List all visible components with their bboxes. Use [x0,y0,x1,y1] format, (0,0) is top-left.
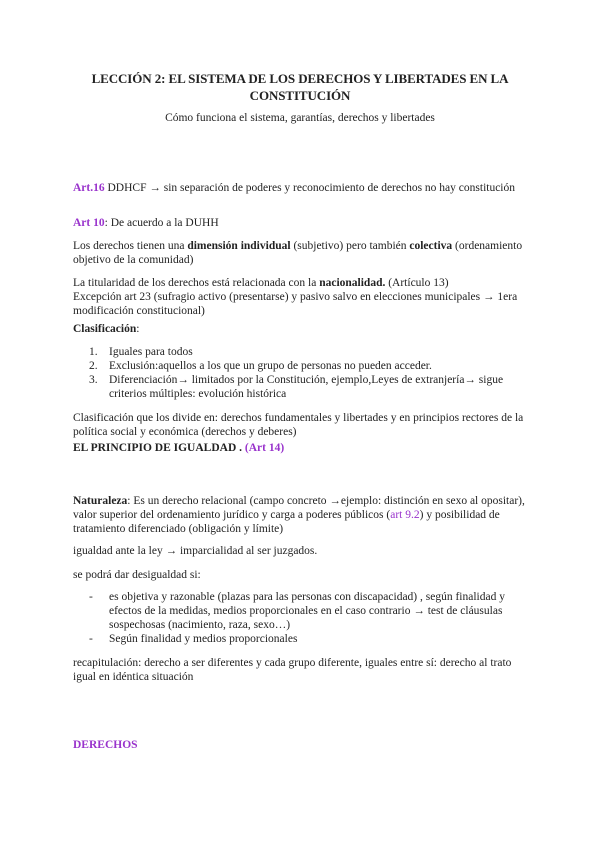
naturaleza-ref: art 9.2 [390,509,420,521]
titularidad-line-2: Excepción art 23 (sufragio activo (presentarse) y pasivo salvo en elecciones municipales → 1era modificación constitucional) [73,291,518,317]
clasificacion-label-text: Clasificación [73,323,137,335]
art16-text: DDHCF → sin separación de poderes y reconocimiento de derechos no hay constitución [104,182,516,194]
dimension-text-3: (ordenamiento objetivo de la comunidad) [73,240,523,266]
list-item-text: Diferenciación→ limitados por la Constitución, ejemplo,Leyes de extranjería→ sigue criterios múltiples: evolución histórica [109,374,504,400]
list-item [73,632,533,646]
paragraph-titularidad [73,276,533,318]
dimension-text-2: (subjetivo) pero también [290,240,410,252]
clasificacion-colon: : [136,323,140,335]
paragraph-art16 [73,181,533,195]
dimension-bold-individual: dimensión individual [187,240,291,252]
titularidad-text-1: La titularidad de los derechos está relacionada con la [73,277,320,289]
section-heading-derechos: DERECHOS [73,739,138,751]
titularidad-text-2: (Artículo 13) [385,277,449,289]
art10-ref: Art 10 [73,217,105,229]
paragraph-clasificacion-summary: Clasificación que los divide en: derechos fundamentales y libertades y en principios rectores de la política social y económica (derechos y deberes) [73,412,524,438]
naturaleza-label: Naturaleza [73,495,128,507]
igualdad-heading-ref: (Art 14) [244,442,285,454]
paragraph-recap: recapitulación: derecho a ser diferentes y cada grupo diferente, iguales entre sí: derecho al trato igual en idéntica situación [73,657,512,683]
art16-ref: Art.16 [73,182,105,194]
naturaleza-text-2: ) y posibilidad de tratamiento diferenciado (obligación y límite) [73,509,500,535]
igualdad-heading-text: EL PRINCIPIO DE IGUALDAD . [73,442,245,454]
naturaleza-text-1: : Es un derecho relacional (campo concreto →ejemplo: distinción en sexo al opositar), valor superior del ordenamiento jurídico y carga a poderes públicos ( [73,495,525,521]
page-subtitle: Cómo funciona el sistema, garantías, derechos y libertades [165,112,435,124]
list-item-text: Exclusión:aquellos a los que un grupo de personas no pueden acceder. [109,360,432,372]
list-marker: 1. [89,346,98,358]
list-item [73,359,533,373]
paragraph-art10 [73,216,533,230]
clasificacion-label [73,322,533,336]
list-item [73,590,533,632]
paragraph-naturaleza [73,494,533,536]
paragraph-ante-ley: igualdad ante la ley → imparcialidad al ser juzgados. [73,545,318,557]
paragraph-dimension [73,239,533,267]
desigualdad-list [73,590,533,646]
clasificacion-list [73,345,533,401]
titularidad-bold-nacionalidad: nacionalidad. [319,277,386,289]
list-marker: 2. [89,360,98,372]
list-item [73,345,533,359]
list-marker: - [89,591,93,603]
list-item [73,373,533,401]
dimension-text-1: Los derechos tienen una [73,240,188,252]
dimension-bold-colectiva: colectiva [409,240,453,252]
list-item-text: Según finalidad y medios proporcionales [109,633,298,645]
list-item-text: Iguales para todos [109,346,193,358]
section-heading-igualdad [73,442,284,454]
list-marker: - [89,633,93,645]
art10-text: : De acuerdo a la DUHH [104,217,219,229]
list-marker: 3. [89,374,98,386]
paragraph-desigualdad: se podrá dar desigualdad si: [73,569,201,581]
list-item-text: es objetiva y razonable (plazas para las personas con discapacidad) , según finalidad y efectos de la medidas, medios proporcionales en el caso contrario → test de cláusulas sospechosas (nacimiento, raza, sexo…) [109,591,505,631]
page-title: LECCIÓN 2: EL SISTEMA DE LOS DERECHOS Y LIBERTADES EN LA CONSTITUCIÓN [91,71,509,103]
